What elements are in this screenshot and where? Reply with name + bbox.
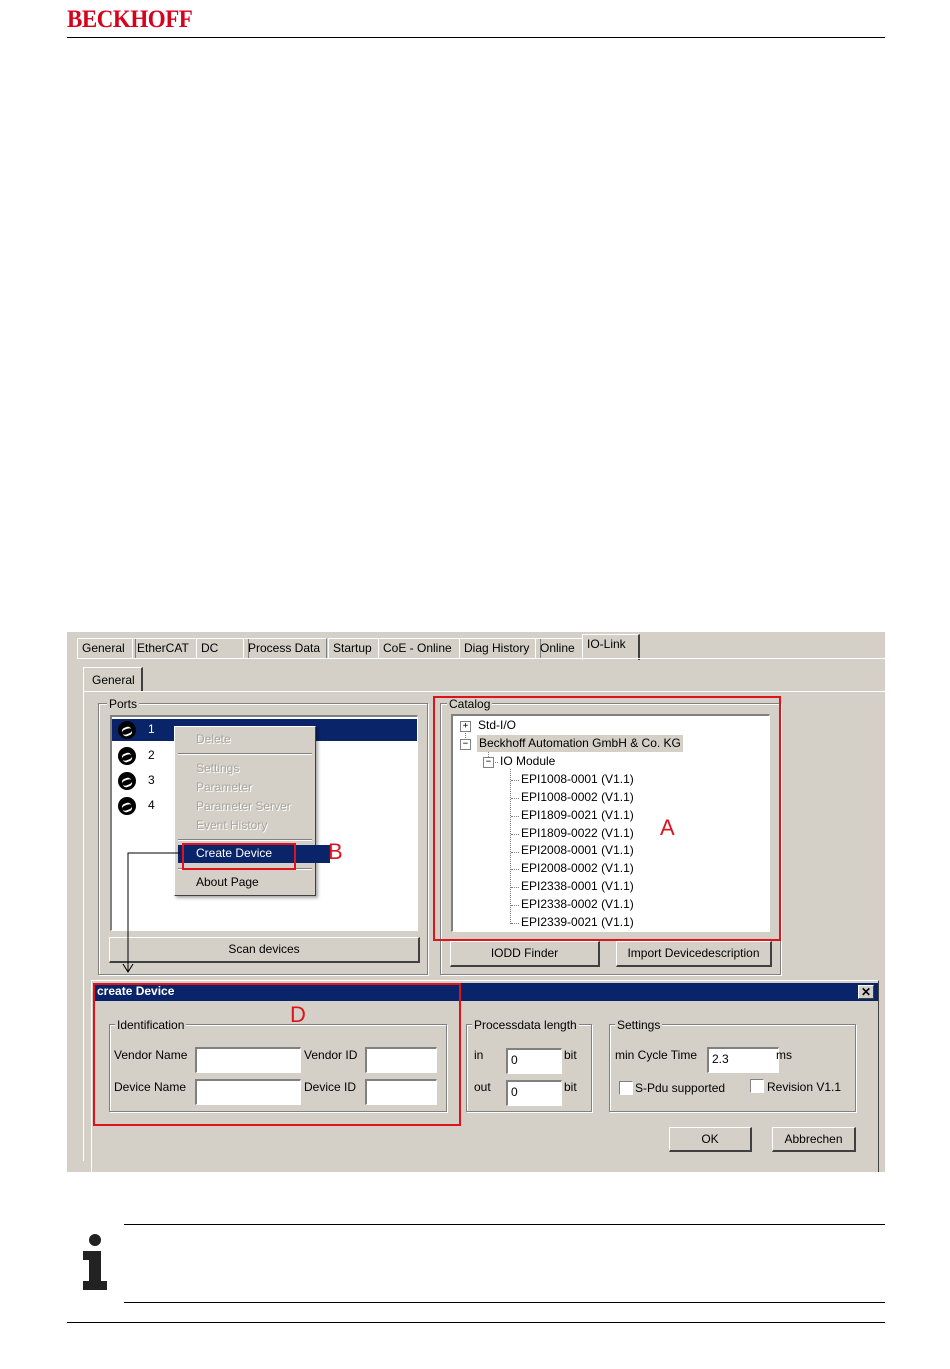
menu-separator <box>178 753 312 755</box>
menu-item-parameter-server[interactable]: Parameter Server <box>196 799 291 813</box>
note-rule-top <box>124 1224 885 1225</box>
dialog-title: create Device <box>94 983 878 1001</box>
catalog-module-item[interactable]: EPI2008-0002 (V1.1) <box>521 861 634 875</box>
catalog-module-item[interactable]: EPI1008-0001 (V1.1) <box>521 772 634 786</box>
iodd-finder-button[interactable]: IODD Finder <box>450 941 600 967</box>
processdata-legend: Processdata length <box>474 1018 577 1032</box>
annotation-label-a: A <box>660 815 675 840</box>
tab-startup[interactable]: Startup <box>328 638 379 659</box>
arrow-connector <box>117 847 187 977</box>
out-label: out <box>474 1080 491 1094</box>
catalog-legend: Catalog <box>449 697 491 711</box>
port-number: 4 <box>148 798 155 812</box>
expand-icon[interactable]: + <box>460 721 471 732</box>
header-rule <box>67 37 885 38</box>
ok-button[interactable]: OK <box>669 1127 752 1152</box>
cancel-button[interactable]: Abbrechen <box>772 1127 856 1152</box>
annotation-label-d: D <box>290 1002 306 1027</box>
catalog-item-io-module[interactable]: IO Module <box>500 754 556 768</box>
in-length-field[interactable]: 0 <box>506 1048 562 1074</box>
annotation-label-b: B <box>328 839 343 864</box>
tab-diag-history[interactable]: Diag History <box>459 638 541 659</box>
import-devicedescription-button[interactable]: Import Devicedescription <box>616 941 772 967</box>
port-context-menu <box>174 726 316 896</box>
device-id-label: Device ID <box>304 1080 357 1094</box>
in-unit-label: bit <box>564 1048 577 1062</box>
info-icon <box>80 1234 110 1292</box>
scan-devices-button[interactable]: Scan devices <box>109 937 420 963</box>
twincat-screenshot <box>67 632 885 1172</box>
identification-legend: Identification <box>117 1018 185 1032</box>
beckhoff-logo: BECKHOFF <box>67 6 193 33</box>
min-cycle-time-field[interactable]: 2.3 <box>707 1047 779 1073</box>
ports-legend: Ports <box>109 697 138 711</box>
catalog-item-std-io[interactable]: Std-I/O <box>478 718 517 732</box>
io-link-port-icon <box>118 797 136 815</box>
out-length-field[interactable]: 0 <box>506 1080 562 1106</box>
revision-v11-checkbox[interactable] <box>750 1079 764 1093</box>
vendor-name-label: Vendor Name <box>114 1048 188 1062</box>
s-pdu-supported-checkbox[interactable] <box>619 1081 633 1095</box>
tab-dc[interactable]: DC <box>196 638 249 659</box>
catalog-module-item[interactable]: EPI2338-0001 (V1.1) <box>521 879 634 893</box>
annotation-box-a <box>433 696 781 941</box>
subtab-general[interactable]: General <box>83 667 143 692</box>
port-number: 2 <box>148 748 155 762</box>
in-label: in <box>474 1048 484 1062</box>
catalog-module-item[interactable]: EPI1809-0021 (V1.1) <box>521 808 634 822</box>
tab-online[interactable]: Online <box>535 638 587 659</box>
s-pdu-supported-label: S-Pdu supported <box>635 1081 726 1095</box>
close-icon[interactable]: ✕ <box>858 985 874 999</box>
tab-ethercat[interactable]: EtherCAT <box>132 638 197 659</box>
io-link-port-icon <box>118 747 136 765</box>
menu-item-parameter[interactable]: Parameter <box>196 780 253 794</box>
out-unit-label: bit <box>564 1080 577 1094</box>
catalog-item-beckhoff[interactable]: Beckhoff Automation GmbH & Co. KG <box>479 736 681 750</box>
menu-item-event-history[interactable]: Event History <box>196 818 268 832</box>
catalog-module-item[interactable]: EPI1008-0002 (V1.1) <box>521 790 634 804</box>
tab-process-data[interactable]: Process Data <box>243 638 327 659</box>
io-link-port-icon <box>118 772 136 790</box>
port-number: 3 <box>148 773 155 787</box>
menu-item-delete[interactable]: Delete <box>196 732 231 746</box>
port-number: 1 <box>148 722 155 736</box>
catalog-module-item[interactable]: EPI2008-0001 (V1.1) <box>521 843 634 857</box>
min-cycle-time-unit: ms <box>776 1048 792 1062</box>
annotation-box-d <box>93 983 461 1126</box>
min-cycle-time-label: min Cycle Time <box>615 1048 698 1062</box>
catalog-module-item[interactable]: EPI2338-0002 (V1.1) <box>521 897 634 911</box>
catalog-module-item[interactable]: EPI2339-0021 (V1.1) <box>521 915 634 929</box>
revision-v11-label: Revision V1.1 <box>767 1080 842 1094</box>
annotation-box-b <box>182 843 296 870</box>
device-name-label: Device Name <box>114 1080 187 1094</box>
settings-legend: Settings <box>617 1018 661 1032</box>
tab-io-link[interactable]: IO-Link <box>582 634 640 660</box>
note-rule-bottom <box>124 1302 885 1303</box>
tab-baseline <box>77 658 885 659</box>
tab-general[interactable]: General <box>77 638 136 659</box>
collapse-icon[interactable]: − <box>483 757 494 768</box>
menu-separator <box>178 839 312 841</box>
footer-rule <box>67 1322 885 1323</box>
menu-item-create-device[interactable]: Create Device <box>178 845 330 863</box>
menu-item-settings[interactable]: Settings <box>196 761 240 775</box>
catalog-module-item[interactable]: EPI1809-0022 (V1.1) <box>521 826 634 840</box>
io-link-port-icon <box>118 721 136 739</box>
collapse-icon[interactable]: − <box>460 739 471 750</box>
tab-coe-online[interactable]: CoE - Online <box>378 638 460 659</box>
vendor-id-label: Vendor ID <box>304 1048 358 1062</box>
menu-item-about-page[interactable]: About Page <box>196 875 259 889</box>
